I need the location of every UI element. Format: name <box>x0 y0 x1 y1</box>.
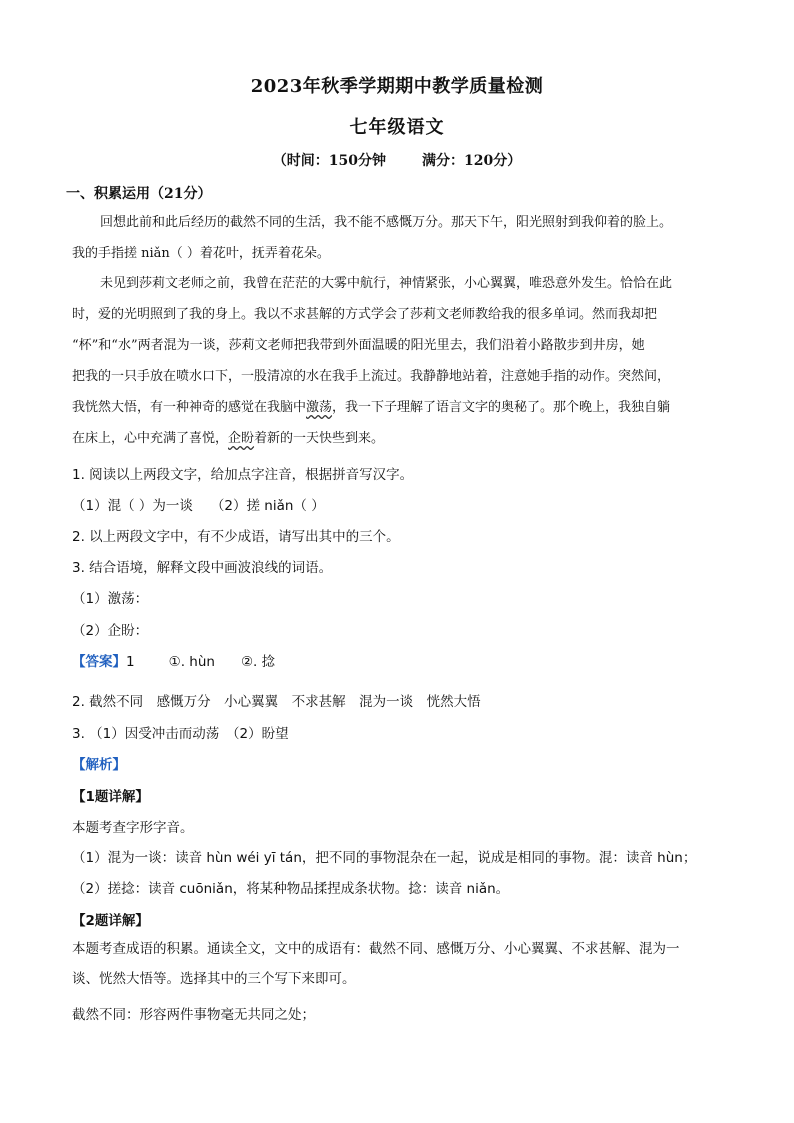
question-3-sub2: （2）企盼： <box>72 623 149 639</box>
answer-line-1 <box>72 650 275 670</box>
detail-2-text <box>72 934 732 994</box>
passage-line: 把我的一只手放在喷水口下，一股清凉的水在我手上流过。我静静地站着，注意她手指的动作。突然间， <box>72 369 671 384</box>
answer-3: 3. （1）因受冲击而动荡 （2）盼望 <box>72 726 289 742</box>
question-1-subs <box>72 494 325 514</box>
detail-1-point-1: （1）混为一谈：读音 hùn wéi yī tán，把不同的事物混杂在一起，说成是相同的事物。混：读音 hùn； <box>72 850 697 866</box>
question-2: 2. 以上两段文字中，有不少成语，请写出其中的三个。 <box>72 529 400 545</box>
detail-1-title: 【1题详解】 <box>72 789 149 805</box>
question-1-sub1: （1）混（ ）为一谈 <box>72 498 193 514</box>
exam-score: 满分：120分） <box>422 153 522 169</box>
page-title: 2023年秋季学期期中教学质量检测 <box>250 76 544 97</box>
question-1-sub2: （2）搓 niǎn（ ） <box>210 498 325 514</box>
answer-label: 【答案】 <box>72 654 126 670</box>
question-3-sub1: （1）激荡： <box>72 591 149 607</box>
answer-1-part1: ①. hùn <box>168 654 215 670</box>
answer-1-number: 1 <box>126 654 135 670</box>
exam-time: （时间：150分钟 <box>272 153 386 169</box>
detail-2-title: 【2题详解】 <box>72 913 149 929</box>
detail-2-point-1: 截然不同：形容两件事物毫无共同之处； <box>72 1007 315 1023</box>
answer-1-part2: ②. 捻 <box>240 654 276 670</box>
detail-1-point-2: （2）搓捻：读音 cuōniǎn，将某种物品揉捏成条状物。捻：读音 niǎn。 <box>72 881 510 897</box>
detail-2-text-line: 谈、恍然大悟等。选择其中的三个写下来即可。 <box>72 971 356 987</box>
wavy-word-qipan: 企盼 <box>228 431 255 446</box>
answer-2: 2. 截然不同 感慨万分 小心翼翼 不求甚解 混为一谈 恍然大悟 <box>72 694 481 710</box>
analysis-label: 【解析】 <box>72 757 126 773</box>
wavy-word-jidang: 激荡 <box>306 400 333 415</box>
page-subtitle: 七年级语文 <box>349 117 445 138</box>
passage-line: 回想此前和此后经历的截然不同的生活，我不能不感慨万分。那天下午，阳光照射到我仰着的脸上。 <box>100 215 673 230</box>
passage-line: 在床上，心中充满了喜悦， <box>72 431 229 446</box>
exam-info <box>0 150 794 170</box>
passage-line: 时，爱的光明照到了我的身上。我以不求甚解的方式学会了莎莉文老师教给我的很多单词。然而我却把 <box>72 307 658 322</box>
passage-line: 我的手指搓 niǎn（ ）着花叶，抚弄着花朵。 <box>72 246 330 261</box>
detail-1-text: 本题考查字形字音。 <box>72 820 194 836</box>
passage-line: 未见到莎莉文老师之前，我曾在茫茫的大雾中航行，神情紧张，小心翼翼，唯恐意外发生。恰恰在此 <box>100 276 673 291</box>
passage-line: 我恍然大悟，有一种神奇的感觉在我脑中 <box>72 400 307 415</box>
question-1: 1. 阅读以上两段文字，给加点字注音，根据拼音写汉字。 <box>72 467 414 483</box>
detail-2-text-line: 本题考查成语的积累。通读全文，文中的成语有：截然不同、感慨万分、小心翼翼、不求甚解、混为一 <box>72 941 680 957</box>
section-heading: 一、积累运用（21分） <box>66 186 212 202</box>
passage-line: 着新的一天快些到来。 <box>254 431 385 446</box>
question-3: 3. 结合语境，解释文段中画波浪线的词语。 <box>72 560 333 576</box>
passage-line: “杯”和“水”两者混为一谈，莎莉文老师把我带到外面温暖的阳光里去，我们沿着小路散步到井房，她 <box>72 338 645 353</box>
passage-paragraph-1 <box>72 207 726 269</box>
passage-line: ，我一下子理解了语言文字的奥秘了。那个晚上，我独自躺 <box>332 400 671 415</box>
passage-paragraph-2 <box>72 268 726 454</box>
